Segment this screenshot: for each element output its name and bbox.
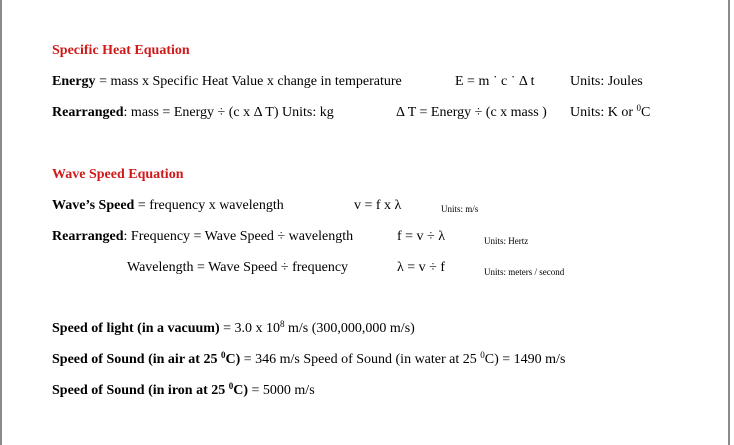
mass-rearranged-text: : mass = Energy ÷ (c x Δ T) Units: kg	[123, 105, 334, 120]
frequency-rearranged	[52, 229, 353, 245]
speed-of-light-value-a: = 3.0 x 10	[219, 321, 281, 336]
wavelength-equation: λ = v ÷ f	[397, 260, 446, 275]
energy-label: Energy	[52, 74, 96, 89]
frequency-units: Units: Hertz	[484, 236, 529, 246]
wave-speed-units: Units: m/s	[441, 204, 479, 214]
sound-iron-value: = 5000 m/s	[248, 383, 315, 398]
sound-water-degree: 0	[480, 350, 485, 360]
delta-t-equation: Δ T = Energy ÷ (c x mass )	[396, 105, 547, 120]
sound-water-value: C) = 1490 m/s	[484, 352, 566, 367]
speed-of-light	[52, 321, 415, 337]
sound-air-value: = 346 m/s Speed of Sound (in water at 25	[240, 352, 481, 367]
mass-rearranged-label: Rearranged	[52, 105, 124, 120]
frequency-rearranged-text: : Frequency = Wave Speed ÷ wavelength	[123, 229, 354, 244]
speed-of-light-label: Speed of light (in a vacuum)	[52, 321, 220, 336]
mass-rearranged	[52, 105, 334, 121]
delta-t-units-prefix: Units: K or	[570, 105, 637, 120]
energy-units: Units: Joules	[570, 74, 643, 89]
frequency-equation: f = v ÷ λ	[397, 229, 446, 244]
wave-speed-definition	[52, 198, 284, 214]
sound-air-label-b: C)	[225, 352, 241, 367]
wave-speed-equation: v = f x λ	[354, 198, 402, 213]
speed-of-sound-air-water	[52, 352, 565, 368]
delta-t-units	[570, 105, 650, 121]
sound-iron-degree: 0	[228, 381, 234, 391]
wave-speed-label: Wave’s Speed	[52, 198, 135, 213]
energy-equation: E = m ˙ c ˙ Δ t	[455, 74, 535, 89]
energy-definition	[52, 74, 402, 90]
energy-def-text: = mass x Specific Heat Value x change in temperature	[95, 74, 402, 89]
delta-t-units-degree: 0	[636, 103, 641, 113]
delta-t-units-suffix: C	[641, 105, 651, 120]
speed-of-sound-iron	[52, 383, 315, 399]
wavelength-rearranged: Wavelength = Wave Speed ÷ frequency	[127, 260, 349, 275]
speed-of-light-value-b: m/s (300,000,000 m/s)	[284, 321, 415, 336]
wave-speed-heading: Wave Speed Equation	[52, 167, 184, 182]
specific-heat-heading: Specific Heat Equation	[52, 43, 190, 58]
wavelength-units: Units: meters / second	[484, 267, 565, 277]
sound-iron-label-b: C)	[233, 383, 249, 398]
sound-air-degree: 0	[220, 350, 226, 360]
sound-iron-label-a: Speed of Sound (in iron at 25	[52, 383, 229, 398]
speed-of-light-exponent: 8	[280, 319, 285, 329]
wave-speed-def-text: = frequency x wavelength	[134, 198, 284, 213]
sound-air-label-a: Speed of Sound (in air at 25	[52, 352, 221, 367]
frequency-rearranged-label: Rearranged	[52, 229, 124, 244]
